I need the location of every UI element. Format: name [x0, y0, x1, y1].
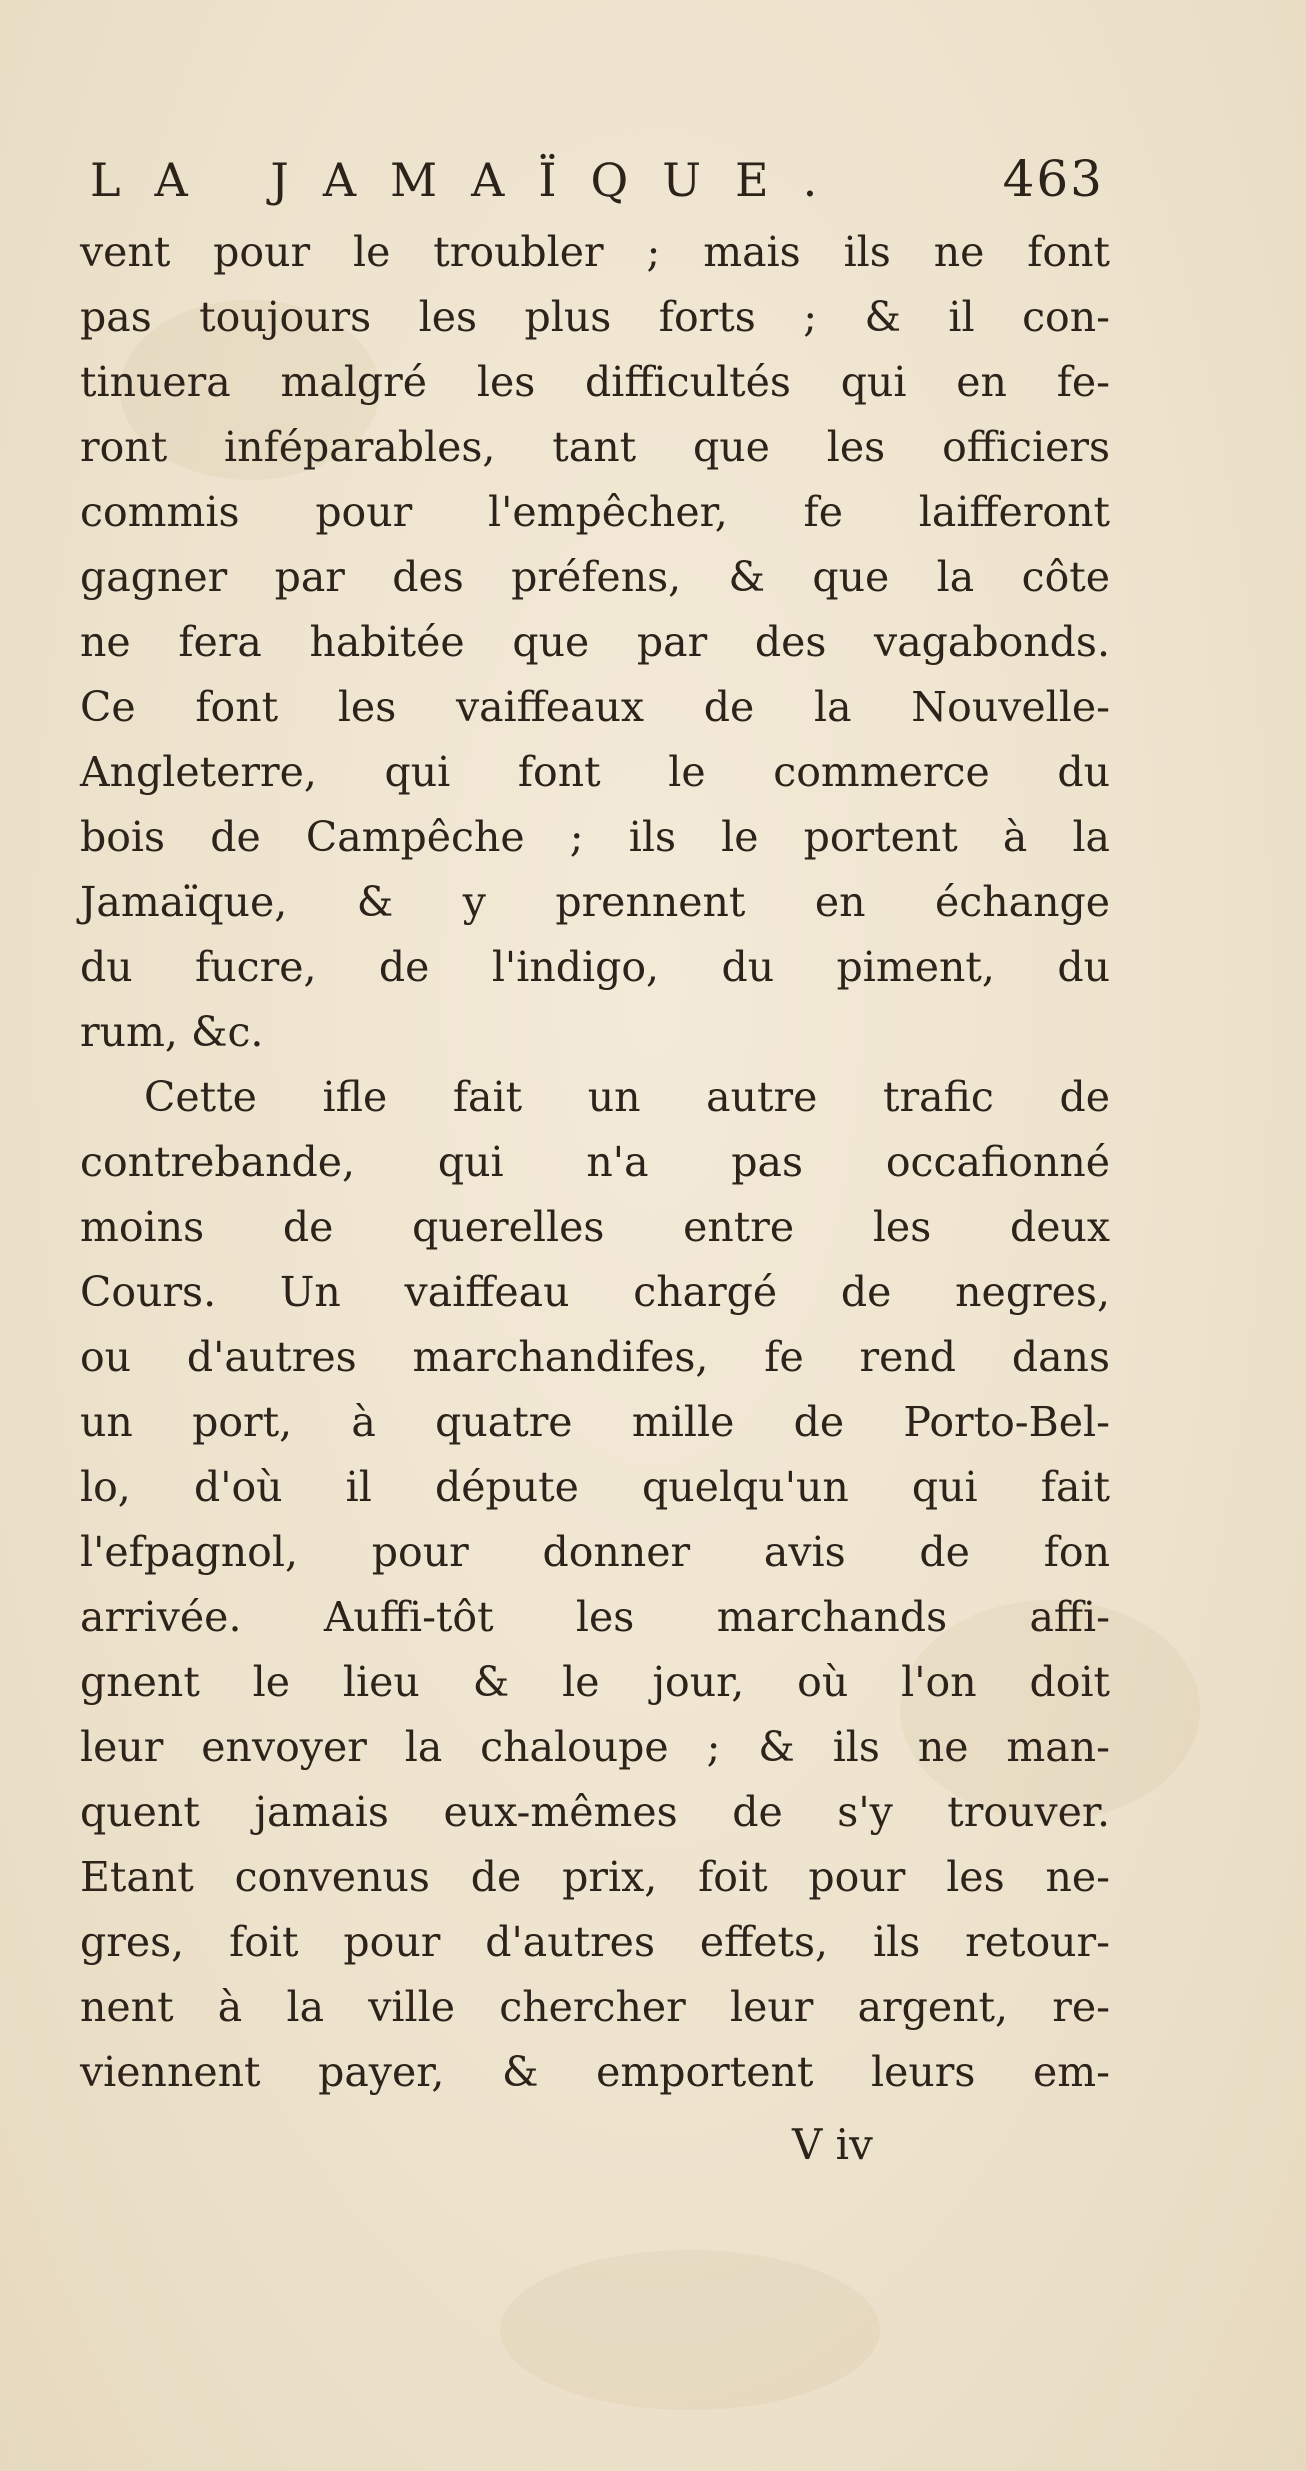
text-line: gnent le lieu & le jour, où l'on doit	[80, 1658, 1110, 1706]
page-content	[80, 150, 1110, 2105]
running-head-title: LA JAMAÏQUE.	[90, 153, 852, 207]
text-line: vent pour le troubler ; mais ils ne font	[80, 228, 1110, 276]
text-line: gres, foit pour d'autres effets, ils retour-	[80, 1918, 1110, 1966]
text-line: Etant convenus de prix, foit pour les ne-	[80, 1853, 1110, 1901]
text-line: pas toujours les plus forts ; & il con-	[80, 293, 1110, 341]
text-line: Ce font les vaiffeaux de la Nouvelle-	[80, 683, 1110, 731]
paper-stain	[500, 2250, 880, 2410]
text-line: gagner par des préfens, & que la côte	[80, 553, 1110, 601]
text-line: contrebande, qui n'a pas occafionné	[80, 1138, 1110, 1186]
text-line: ne fera habitée que par des vagabonds.	[80, 618, 1110, 666]
text-line: Angleterre, qui font le commerce du	[80, 748, 1110, 796]
page-number: 463	[1002, 150, 1104, 208]
signature-mark: V iv	[792, 2120, 873, 2169]
text-line: du fucre, de l'indigo, du piment, du	[80, 943, 1110, 991]
text-line: bois de Campêche ; ils le portent à la	[80, 813, 1110, 861]
text-line: leur envoyer la chaloupe ; & ils ne man-	[80, 1723, 1110, 1771]
text-line: lo, d'où il députe quelqu'un qui fait	[80, 1463, 1110, 1511]
text-line: arrivée. Auffi-tôt les marchands affi-	[80, 1593, 1110, 1641]
text-line: l'efpagnol, pour donner avis de fon	[80, 1528, 1110, 1576]
text-line: ou d'autres marchandifes, fe rend dans	[80, 1333, 1110, 1381]
running-head	[80, 150, 1110, 214]
paragraph-2	[80, 1065, 1110, 2105]
text-line: quent jamais eux-mêmes de s'y trouver.	[80, 1788, 1110, 1836]
paragraph-1	[80, 220, 1110, 1065]
text-line: Cette ifle fait un autre trafic de	[144, 1073, 1110, 1121]
text-line: nent à la ville chercher leur argent, re-	[80, 1983, 1110, 2031]
text-line: ront inféparables, tant que les officiers	[80, 423, 1110, 471]
text-line: Cours. Un vaiffeau chargé de negres,	[80, 1268, 1110, 1316]
text-line: moins de querelles entre les deux	[80, 1203, 1110, 1251]
text-line: un port, à quatre mille de Porto-Bel-	[80, 1398, 1110, 1446]
text-line: rum, &c.	[80, 1008, 264, 1056]
text-line: viennent payer, & emportent leurs em-	[80, 2048, 1110, 2096]
text-line: Jamaïque, & y prennent en échange	[80, 878, 1110, 926]
text-line: tinuera malgré les difficultés qui en fe-	[80, 358, 1110, 406]
text-line: commis pour l'empêcher, fe laifferont	[80, 488, 1110, 536]
